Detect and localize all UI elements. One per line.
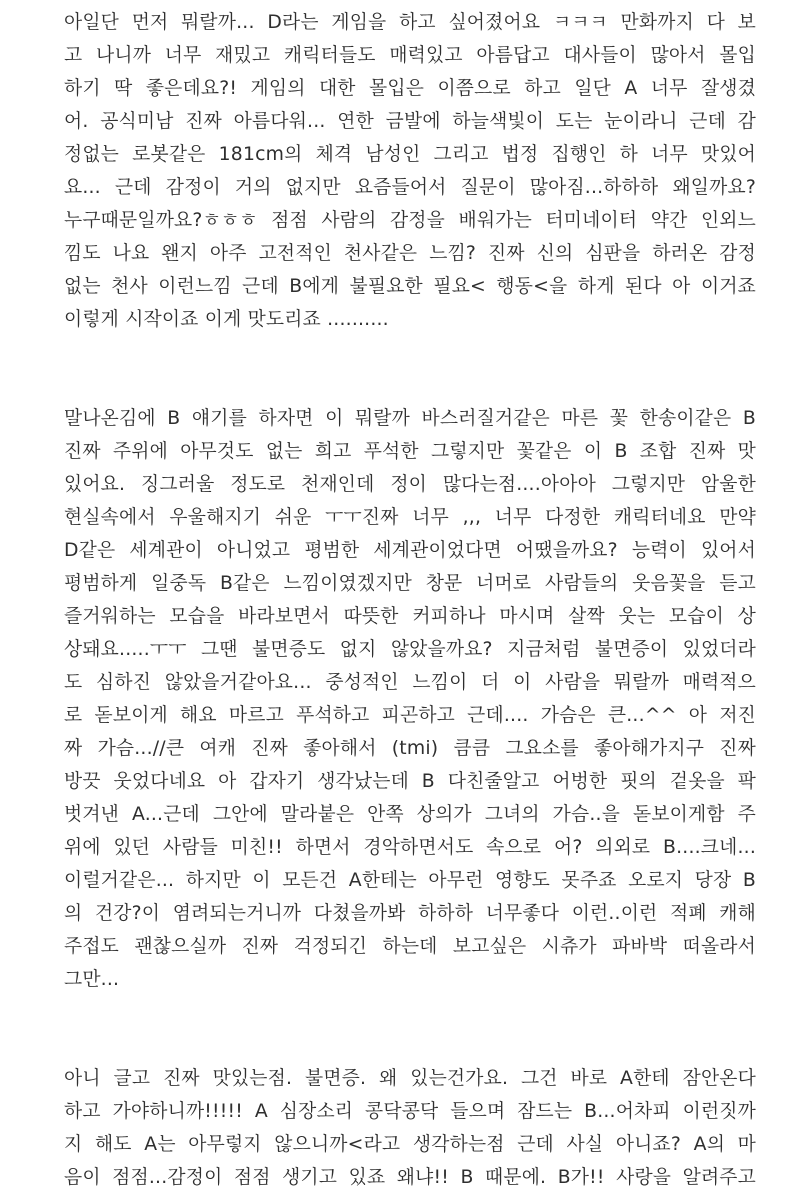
text-line: 누구때문일까요?ㅎㅎㅎ 점점 사람의 감정을 배워가는 터미네이터 약간 인외느: [64, 210, 756, 231]
text-line: 요... 근데 감정이 거의 없지만 요즘들어서 질문이 많아짐...하하하 왜일까요?: [64, 177, 756, 198]
text-line: 도 심하진 않았을거같아요... 중성적인 느낌이 더 이 사람을 뭐랄까 매력적으: [64, 672, 756, 693]
text-line: 방끗 웃었다네요 아 갑자기 생각났는데 B 다친줄알고 어벙한 핏의 겉옷을 팍: [64, 771, 756, 792]
text-line: 짜 가슴...//큰 여캐 진짜 좋아해서 (tmi) 큼큼 그요소를 좋아해가지구 진짜: [64, 738, 756, 759]
text-line: 지 해도 A는 아무렇지 않으니까<라고 생각하는점 근데 사실 아니죠? A의 마: [64, 1134, 756, 1155]
article-body: [64, 6, 756, 1194]
text-line: 없는 천사 이런느낌 근데 B에게 불필요한 필요< 행동<을 하게 된다 아 이거죠: [64, 276, 756, 297]
text-line: 로 돋보이게 해요 마르고 푸석하고 피곤하고 근데.... 가슴은 큰...^^ 아 저진: [64, 705, 756, 726]
text-line: 고 나니까 너무 재밌고 캐릭터들도 매력있고 아름답고 대사들이 많아서 몰입: [64, 45, 756, 66]
text-line: 이렇게 시작이죠 이게 맛도리죠 ..........: [64, 309, 389, 330]
text-line: 진짜 주위에 아무것도 없는 희고 푸석한 그렇지만 꽃같은 이 B 조합 진짜 맛: [64, 441, 756, 462]
text-line: 그만...: [64, 969, 120, 990]
text-line: 아일단 먼저 뭐랄까... D라는 게임을 하고 싶어졌어요 ㅋㅋㅋ 만화까지 다 보: [64, 12, 756, 33]
paragraph-spacer: [64, 336, 756, 402]
text-line: 즐거워하는 모습을 바라보면서 따뜻한 커피하나 마시며 살짝 웃는 모습이 상: [64, 606, 756, 627]
text-line: 있어요. 징그러울 정도로 천재인데 정이 많다는점....아아아 그렇지만 암울한: [64, 474, 756, 495]
text-line: 아니 글고 진짜 맛있는점. 불면증. 왜 있는건가요. 그건 바로 A한테 잠안온다: [64, 1068, 756, 1089]
text-line: 정없는 로봇같은 181cm의 체격 남성인 그리고 법정 집행인 하 너무 맛있어: [64, 144, 756, 165]
text-line: 평범하게 일중독 B같은 느낌이였겠지만 창문 너머로 사람들의 웃음꽃을 듣고: [64, 573, 756, 594]
text-line: D같은 세계관이 아니었고 평범한 세계관이었다면 어땠을까요? 능력이 있어서: [64, 540, 756, 561]
text-line: 상돼요.....ㅜㅜ 그땐 불면증도 없지 않았을까요? 지금처럼 불면증이 있었더라: [64, 639, 756, 660]
text-line: 어. 공식미남 진짜 아름다워... 연한 금발에 하늘색빛이 도는 눈이라니 근데 감: [64, 111, 756, 132]
paragraph-2: [64, 402, 756, 996]
text-line: 음이 점점...감정이 점점 생기고 있죠 왜냐!! B 때문에. B가!! 사랑을 알려주고: [64, 1167, 756, 1188]
paragraph-3: [64, 1062, 756, 1194]
text-line: 주접도 괜찮으실까 진짜 걱정되긴 하는데 보고싶은 시츄가 파바박 떠올라서: [64, 936, 756, 957]
paragraph-1: [64, 6, 756, 336]
text-line: 현실속에서 우울해지기 쉬운 ㅜㅜ진짜 너무 ,,, 너무 다정한 캐릭터네요 만약: [64, 507, 756, 528]
text-line: 벗겨낸 A...근데 그안에 말라붙은 안쪽 상의가 그녀의 가슴..을 돋보이게함 주: [64, 804, 756, 825]
text-line: 위에 있던 사람들 미친!! 하면서 경악하면서도 속으로 어? 의외로 B....크네...: [64, 837, 756, 858]
paragraph-spacer: [64, 996, 756, 1062]
text-line: 말나온김에 B 얘기를 하자면 이 뭐랄까 바스러질거같은 마른 꽃 한송이같은 B: [64, 408, 756, 429]
text-line: 낌도 나요 왠지 아주 고전적인 천사같은 느낌? 진짜 신의 심판을 하러온 감정: [64, 243, 756, 264]
text-line: 하기 딱 좋은데요?! 게임의 대한 몰입은 이쯤으로 하고 일단 A 너무 잘생겼: [64, 78, 756, 99]
text-line: 하고 가야하니까!!!!! A 심장소리 콩닥콩닥 들으며 잠드는 B...어차피 이런짓까: [64, 1101, 756, 1122]
text-line: 의 건강?이 염려되는거니까 다쳤을까봐 하하하 너무좋다 이런..이런 적폐 캐해: [64, 903, 756, 924]
text-line: 이럴거같은... 하지만 이 모든건 A한테는 아무런 영향도 못주죠 오로지 당장 B: [64, 870, 756, 891]
